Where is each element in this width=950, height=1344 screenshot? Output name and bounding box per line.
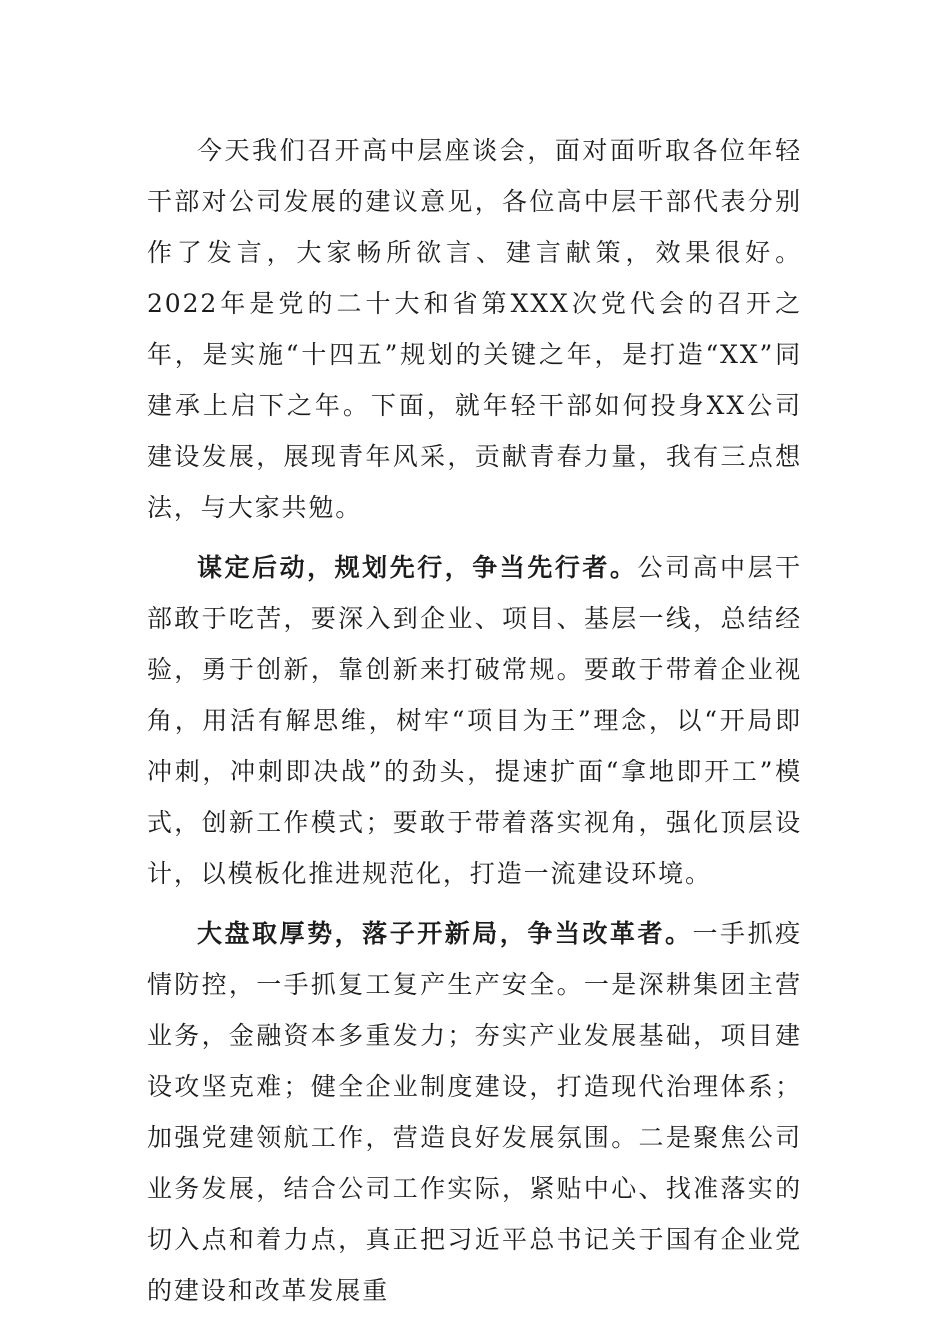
paragraph-first-point (147, 542, 802, 899)
paragraph-second-point (147, 908, 802, 1316)
paragraph-text: 公司高中层干部敢于吃苦，要深入到企业、项目、基层一线，总结经验，勇于创新，靠创新来打破常规。要敢于带着企业视角，用活有解思维，树牢“项目为王”理念，以“开局即冲刺，冲刺即决战”的劲头，提速扩面“拿地即开工”模式，创新工作模式；要敢于带着落实视角，强化顶层设计，以模板化推进规范化，打造一流建设环境。 (147, 553, 802, 888)
paragraph-text: 今天我们召开高中层座谈会，面对面听取各位年轻干部对公司发展的建议意见，各位高中层干部代表分别作了发言，大家畅所欲言、建言献策，效果很好。2022年是党的二十大和省第XXX次党代会的召开之年，是实施“十四五”规划的关键之年，是打造“XX”同建承上启下之年。下面，就年轻干部如何投身XX公司建设发展，展现青年风采，贡献青春力量，我有三点想法，与大家共勉。 (147, 136, 802, 522)
document-body (147, 125, 802, 1325)
paragraph-heading: 谋定后动，规划先行，争当先行者。 (197, 553, 638, 582)
paragraph-intro (147, 125, 802, 533)
paragraph-heading: 大盘取厚势，落子开新局，争当改革者。 (197, 919, 693, 948)
paragraph-text: 一手抓疫情防控，一手抓复工复产生产安全。一是深耕集团主营业务，金融资本多重发力；夯实产业发展基础，项目建设攻坚克难；健全企业制度建设，打造现代治理体系；加强党建领航工作，营造良好发展氛围。二是聚焦公司业务发展，结合公司工作实际，紧贴中心、找准落实的切入点和着力点，真正把习近平总书记关于国有企业党的建设和改革发展重 (147, 919, 802, 1305)
